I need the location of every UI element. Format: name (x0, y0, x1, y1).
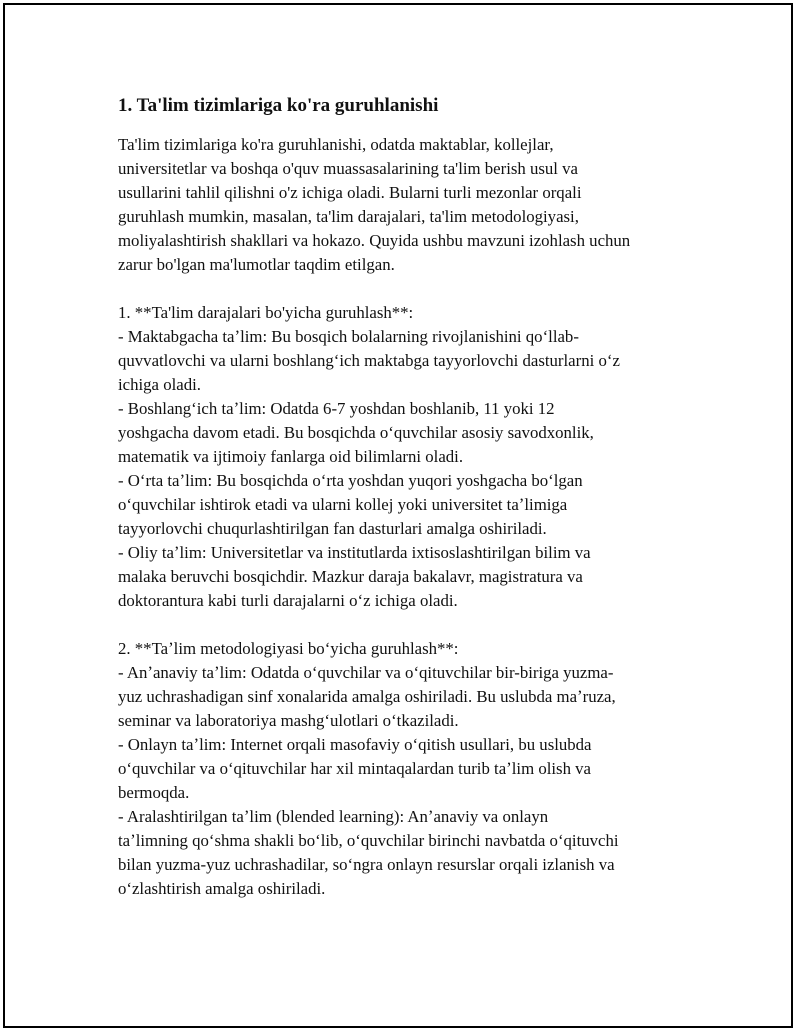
section-1-education-levels: 1. **Ta'lim darajalari bo'yicha guruhlash**: - Maktabgacha taʼlim: Bu bosqich bolalarning rivojlanishini qoʻllab- quvvatlovchi va ularni boshlangʻich maktabga tayyorlovchi dasturlarni oʻz ichiga oladi. - Boshlangʻich taʼlim: Odatda 6-7 yoshdan boshlanib, 11 yoki 12 yoshgacha davom etadi. Bu bosqichda oʻquvchilar asosiy savodxonlik, matematik va ijtimoiy fanlarga oid bilimlarni oladi. - Oʻrta taʼlim: Bu bosqichda oʻrta yoshdan yuqori yoshgacha boʻlgan oʻquvchilar ishtirok etadi va ularni kollej yoki universitet taʼlimiga tayyorlovchi chuqurlashtirilgan fan dasturlari amalga oshiriladi. - Oliy taʼlim: Universitetlar va institutlarda ixtisoslashtirilgan bilim va malaka beruvchi bosqichdir. Mazkur daraja bakalavr, magistratura va doktorantura kabi turli darajalarni oʻz ichiga oladi. (118, 303, 620, 610)
intro-paragraph: Ta'lim tizimlariga ko'ra guruhlanishi, odatda maktablar, kollejlar, universitetlar va boshqa o'quv muassasalarining ta'lim berish usul va usullarini tahlil qilishni o'z ichiga oladi. Bularni turli mezonlar orqali guruhlash mumkin, masalan, ta'lim darajalari, ta'lim metodologiyasi, moliyalashtirish shakllari va hokazo. Quyida ushbu mavzuni izohlash uchun zarur bo'lgan ma'lumotlar taqdim etilgan. (118, 135, 631, 274)
document-body (118, 93, 686, 901)
section-2-education-methodology: 2. **Taʼlim metodologiyasi boʻyicha guruhlash**: - Anʼanaviy taʼlim: Odatda oʻquvchilar va oʻqituvchilar bir-biriga yuzma- yuz uchrashadigan sinf xonalarida amalga oshiriladi. Bu uslubda maʼruza, seminar va laboratoriya mashgʻulotlari oʻtkaziladi. - Onlayn taʼlim: Internet orqali masofaviy oʻqitish usullari, bu uslubda oʻquvchilar va oʻqituvchilar har xil mintaqalardan turib taʼlim olish va bermoqda. - Aralashtirilgan taʼlim (blended learning): Anʼanaviy va onlayn taʼlimning qoʻshma shakli boʻlib, oʻquvchilar birinchi navbatda oʻqituvchi bilan yuzma-yuz uchrashadilar, soʻngra onlayn resurslar orqali izlanish va oʻzlashtirish amalga oshiriladi. (118, 639, 619, 898)
section-heading: 1. Ta'lim tizimlariga ko'ra guruhlanishi (118, 95, 439, 116)
